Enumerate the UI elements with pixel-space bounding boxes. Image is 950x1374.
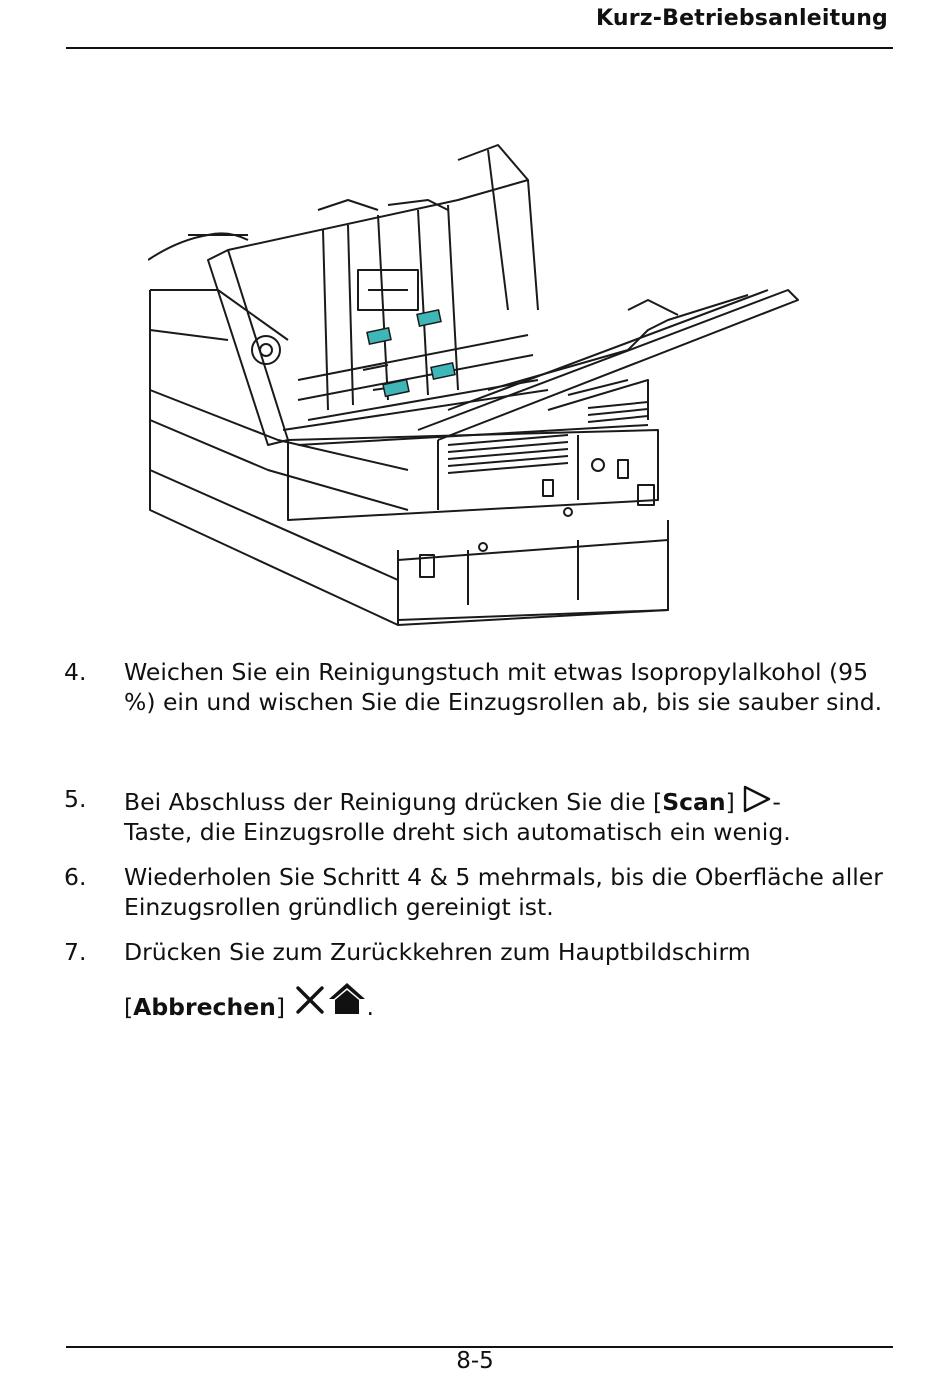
step-number: 6.	[64, 863, 87, 891]
scan-key-label: Scan	[662, 788, 726, 816]
step-5	[64, 784, 894, 847]
step-text: Drücken Sie zum Zurückkehren zum Hauptbildschirm	[124, 938, 751, 966]
page-number: 8-5	[456, 1348, 494, 1374]
header-title: Kurz-Betriebsanleitung	[596, 6, 888, 31]
header-rule	[66, 47, 893, 49]
abbrechen-key-label: Abbrechen	[133, 993, 276, 1021]
step-7	[64, 937, 894, 1022]
scanner-illustration	[148, 140, 800, 630]
bracket-close: ]	[275, 993, 286, 1021]
home-icon	[327, 981, 367, 1017]
step-text: Wiederholen Sie Schritt 4 & 5 mehrmals, bis die Oberfläche aller Einzugsrollen gründlich gereinigt ist.	[124, 863, 883, 921]
step-number: 4.	[64, 658, 87, 686]
play-triangle-icon	[742, 784, 772, 814]
step-number: 7.	[64, 938, 87, 966]
step-6	[64, 862, 894, 922]
step-4	[64, 657, 894, 717]
hyphen: -	[772, 788, 781, 816]
step-number: 5.	[64, 785, 87, 813]
step-text: Bei Abschluss der Reinigung drücken Sie die [	[124, 788, 663, 816]
bracket-close: ]	[725, 788, 735, 816]
close-x-icon	[293, 983, 327, 1017]
step-text-line2: Taste, die Einzugsrolle dreht sich automatisch ein wenig.	[124, 818, 791, 846]
bracket-open: [	[124, 993, 134, 1021]
step-text: Weichen Sie ein Reinigungstuch mit etwas Isopropylalkohol (95 %) ein und wischen Sie die Einzugsrollen ab, bis sie sauber sind.	[124, 658, 883, 716]
period: .	[366, 993, 374, 1021]
